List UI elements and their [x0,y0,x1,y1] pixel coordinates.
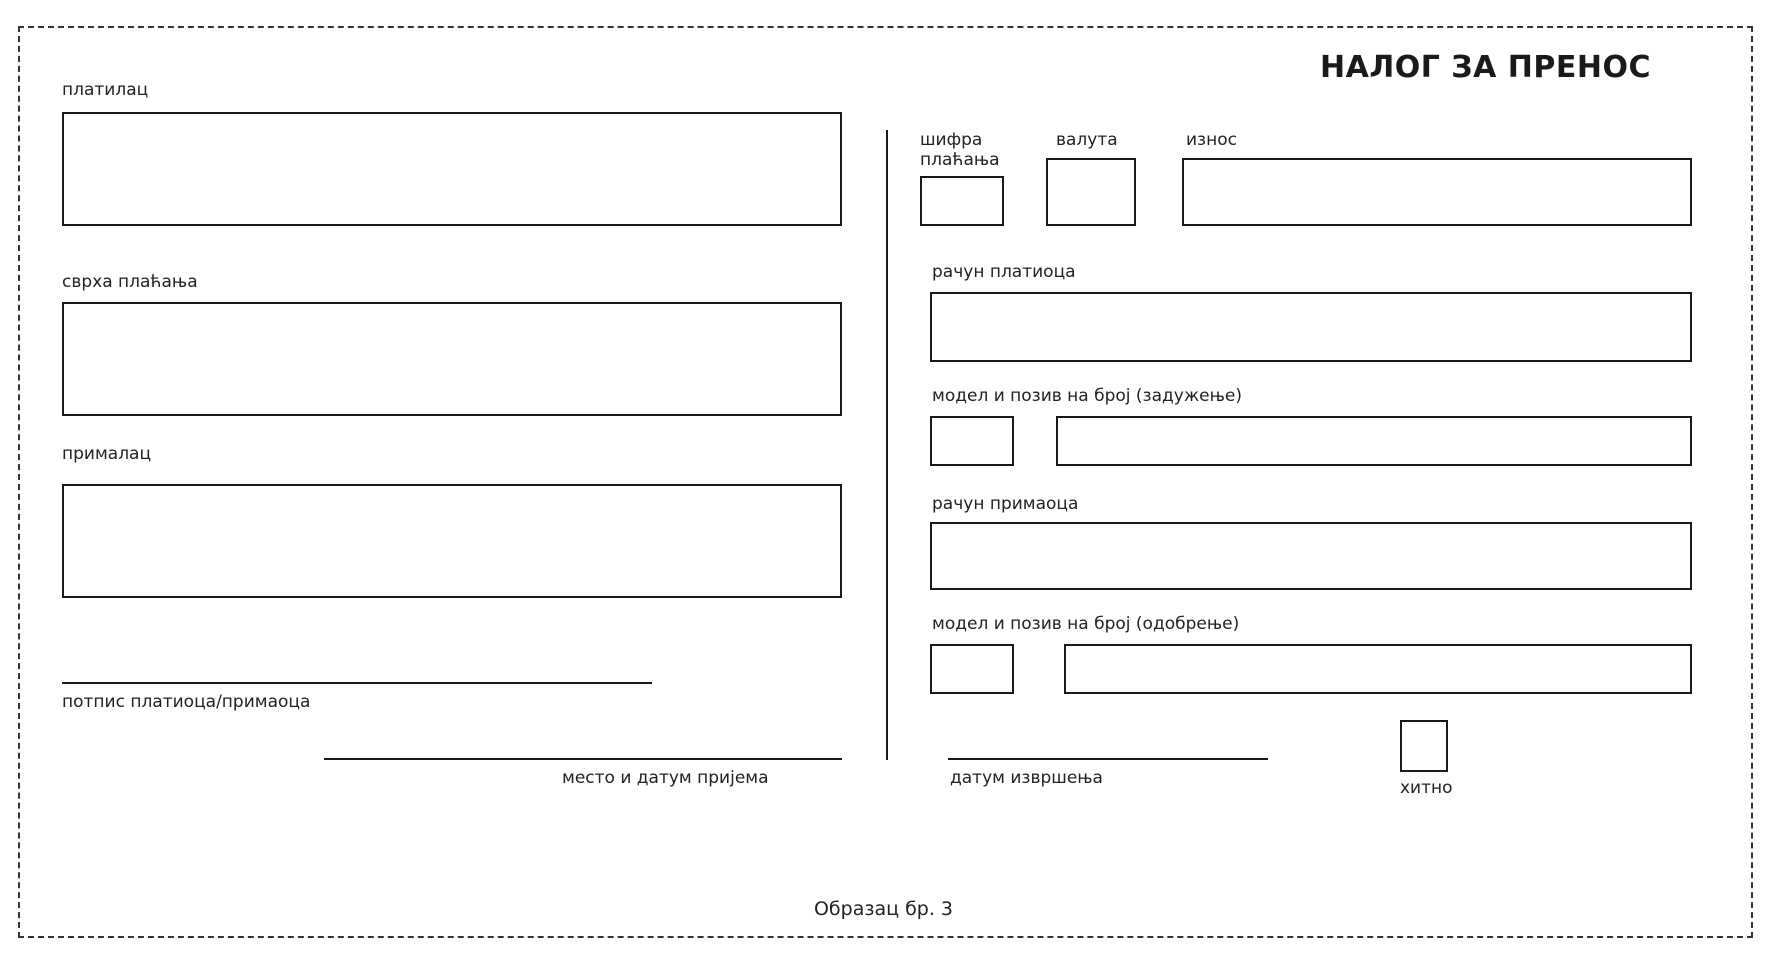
credit-model-field[interactable] [930,644,1014,694]
credit-model-label: модел и позив на број (одобрење) [932,614,1240,634]
form-title: НАЛОГ ЗА ПРЕНОС [1320,50,1651,85]
recipient-field[interactable] [62,484,842,598]
debit-model-label: модел и позив на број (задужење) [932,386,1242,406]
place-date-label: место и датум пријема [562,768,769,788]
purpose-label: сврха плаћања [62,272,198,292]
recipient-account-label: рачун примаоца [932,494,1079,514]
amount-input[interactable] [1184,160,1690,224]
credit-reference-field[interactable] [1064,644,1692,694]
payer-label: платилац [62,80,149,100]
recipient-account-field[interactable] [930,522,1692,590]
debit-model-input[interactable] [932,418,1012,464]
payer-account-label: рачун платиоца [932,262,1076,282]
currency-input[interactable] [1048,160,1134,224]
amount-field[interactable] [1182,158,1692,226]
execution-date-label: датум извршења [950,768,1103,788]
payment-code-field[interactable] [920,176,1004,226]
currency-field[interactable] [1046,158,1136,226]
column-divider [886,130,888,760]
purpose-field[interactable] [62,302,842,416]
payer-account-input[interactable] [932,294,1690,360]
debit-reference-input[interactable] [1058,418,1690,464]
signature-label: потпис платиоца/примаоца [62,692,311,712]
place-date-line [324,758,842,760]
currency-label: валута [1056,130,1118,150]
recipient-label: прималац [62,444,152,464]
credit-reference-input[interactable] [1066,646,1690,692]
urgent-label: хитно [1400,778,1453,798]
recipient-input[interactable] [64,486,840,596]
recipient-account-input[interactable] [932,524,1690,588]
amount-label: износ [1186,130,1237,150]
signature-line [62,682,652,684]
credit-model-input[interactable] [932,646,1012,692]
payment-code-input[interactable] [922,178,1002,224]
payer-field[interactable] [62,112,842,226]
purpose-input[interactable] [64,304,840,414]
debit-reference-field[interactable] [1056,416,1692,466]
payer-input[interactable] [64,114,840,224]
execution-date-line [948,758,1268,760]
debit-model-field[interactable] [930,416,1014,466]
form-number: Образац бр. 3 [813,898,954,920]
urgent-checkbox[interactable] [1400,720,1448,772]
payment-code-label: шифра плаћања [920,130,1000,170]
payer-account-field[interactable] [930,292,1692,362]
